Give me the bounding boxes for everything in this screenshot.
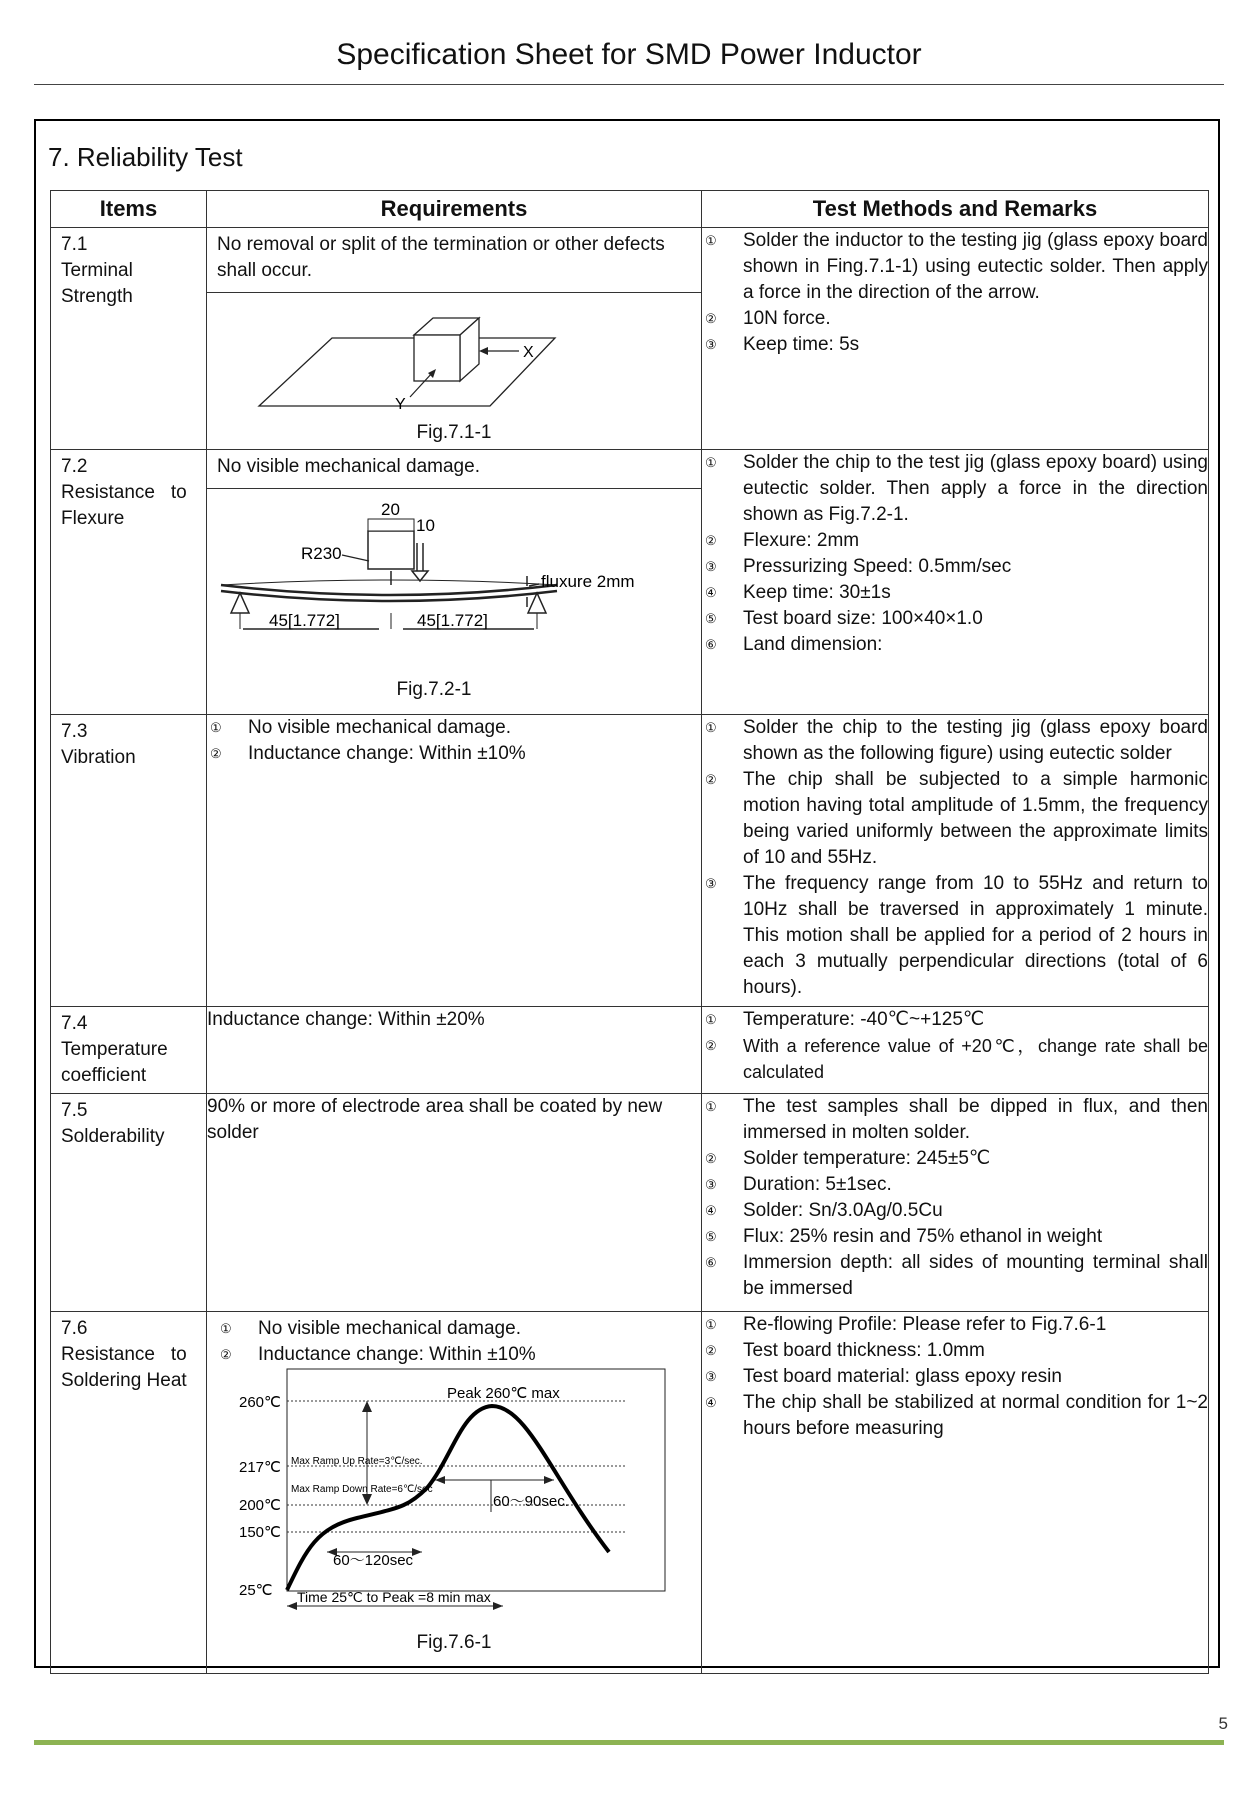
item-name: Temperature	[61, 1039, 168, 1060]
method-item: ⑤ Test board size: 100×40×1.0	[705, 608, 983, 629]
figure-caption: Fig.7.1-1	[416, 422, 492, 443]
reflow-profile-diagram	[207, 1368, 700, 1630]
page-number: 5	[1218, 1714, 1228, 1733]
requirement-cell	[207, 1094, 702, 1312]
item-name: Resistance to	[61, 482, 187, 503]
table-row-7-4	[51, 1007, 1209, 1094]
method-item: ③ Duration: 5±1sec.	[705, 1174, 892, 1195]
item-cell	[51, 1007, 207, 1094]
item-name: Terminal	[61, 260, 133, 281]
methods-cell	[702, 450, 1209, 715]
column-header-methods: Test Methods and Remarks	[702, 191, 1209, 228]
requirement-cell	[207, 1312, 702, 1674]
table-header-row	[51, 191, 1209, 228]
requirement-cell	[207, 1007, 702, 1094]
requirement-text: No visible mechanical damage.	[207, 450, 701, 489]
ramp-down-label: Max Ramp Down Rate=6℃/sec	[291, 1484, 433, 1495]
item-cell	[51, 450, 207, 715]
methods-cell	[702, 1094, 1209, 1312]
requirement-item: ① No visible mechanical damage.	[220, 1318, 521, 1339]
reliability-test-table	[50, 190, 1209, 1674]
item-cell	[51, 1312, 207, 1674]
span-label: 45[1.772]	[269, 611, 340, 630]
method-item: ① Temperature: -40℃~+125℃	[705, 1009, 985, 1030]
requirement-item: ② Inductance change: Within ±10%	[210, 743, 526, 764]
method-item: ① Solder the chip to the testing jig (glass epoxy board shown as the following figure) using eutectic solder	[705, 717, 1208, 764]
flexure-test-diagram	[207, 489, 700, 659]
method-item: ② 10N force.	[705, 308, 831, 329]
requirement-text: Inductance change: Within ±20%	[207, 1009, 485, 1030]
method-item: ① Re-flowing Profile: Please refer to Fig.7.6-1	[705, 1314, 1107, 1335]
item-name: Solderability	[61, 1126, 165, 1147]
item-number: 7.4	[61, 1013, 88, 1034]
item-number: 7.1	[61, 234, 88, 255]
method-item: ③ Pressurizing Speed: 0.5mm/sec	[705, 556, 1012, 577]
table-row-7-6	[51, 1312, 1209, 1674]
preheat-label: 60～120sec	[333, 1552, 414, 1569]
method-item: ② Test board thickness: 1.0mm	[705, 1340, 985, 1361]
method-item: ③ Keep time: 5s	[705, 334, 860, 355]
figure-7-2-1	[207, 489, 701, 707]
figure-7-1-1	[207, 293, 701, 449]
temp-label-260: 260℃	[239, 1394, 281, 1411]
column-header-items: Items	[51, 191, 207, 228]
method-item: ② Flexure: 2mm	[705, 530, 860, 551]
requirement-cell	[207, 715, 702, 1007]
section-heading: 7. Reliability Test	[48, 142, 243, 172]
figure-caption: Fig.7.6-1	[416, 1632, 492, 1653]
dim-label: 10	[416, 516, 435, 535]
item-cell	[51, 228, 207, 450]
span-label: 45[1.772]	[417, 611, 488, 630]
temp-label-200: 200℃	[239, 1497, 281, 1514]
method-item: ① Solder the chip to the test jig (glass epoxy board) using eutectic solder. Then apply a force in the direction shown as Fig.7.2-1.	[705, 452, 1208, 525]
requirement-text: No removal or split of the termination or other defects shall occur.	[207, 228, 701, 293]
method-item: ④ Keep time: 30±1s	[705, 582, 891, 603]
method-item: ② Solder temperature: 245±5℃	[705, 1148, 991, 1169]
methods-cell	[702, 715, 1209, 1007]
dim-label: 20	[381, 500, 400, 519]
title-rule	[34, 84, 1224, 85]
item-number: 7.5	[61, 1100, 88, 1121]
method-item: ① Solder the inductor to the testing jig (glass epoxy board shown in Fing.7.1-1) using eutectic solder. Then apply a force in the direction of the arrow.	[705, 230, 1208, 303]
item-name: coefficient	[61, 1065, 147, 1086]
item-number: 7.6	[61, 1318, 88, 1339]
method-item: ① The test samples shall be dipped in flux, and then immersed in molten solder.	[705, 1096, 1208, 1143]
terminal-strength-diagram	[207, 293, 700, 421]
method-item: ⑥ Immersion depth: all sides of mounting terminal shall be immersed	[705, 1252, 1208, 1299]
item-name: Vibration	[61, 747, 136, 768]
method-item: ② With a reference value of +20℃，change rate shall be calculated	[705, 1036, 1208, 1082]
peak-label: Peak 260℃ max	[447, 1385, 560, 1402]
requirement-list	[207, 1312, 701, 1368]
radius-label: R230	[301, 544, 342, 563]
method-item: ⑤ Flux: 25% resin and 75% ethanol in weight	[705, 1226, 1103, 1247]
requirement-item: ① No visible mechanical damage.	[210, 717, 511, 738]
item-number: 7.2	[61, 456, 88, 477]
item-number: 7.3	[61, 721, 88, 742]
flexure-label: fluxure 2mm	[541, 572, 635, 591]
method-item: ④ The chip shall be stabilized at normal condition for 1~2 hours before measuring	[705, 1392, 1208, 1439]
item-cell	[51, 1094, 207, 1312]
method-item: ② The chip shall be subjected to a simple harmonic motion having total amplitude of 1.5mm, the frequency being varied uniformly between the approximate limits of 10 and 55Hz.	[705, 769, 1208, 868]
item-cell	[51, 715, 207, 1007]
method-item: ③ Test board material: glass epoxy resin	[705, 1366, 1062, 1387]
figure-caption: Fig.7.2-1	[396, 679, 472, 700]
method-item: ③ The frequency range from 10 to 55Hz and return to 10Hz shall be traversed in approximately 1 minute. This motion shall be applied for a period of 2 hours in each 3 mutually perpendicular directions (total of 6 hours).	[705, 873, 1208, 998]
axis-y-label: Y	[395, 396, 406, 413]
axis-x-label: X	[523, 344, 534, 361]
requirement-item: ② Inductance change: Within ±10%	[220, 1344, 536, 1365]
table-row-7-5	[51, 1094, 1209, 1312]
methods-cell	[702, 228, 1209, 450]
methods-cell	[702, 1312, 1209, 1674]
item-name: Strength	[61, 286, 133, 307]
column-header-requirements: Requirements	[207, 191, 702, 228]
item-name: Flexure	[61, 508, 125, 529]
item-name: Resistance to	[61, 1344, 187, 1365]
temp-label-217: 217℃	[239, 1459, 281, 1476]
table-row-7-1	[51, 228, 1209, 450]
table-row-7-2	[51, 450, 1209, 715]
method-item: ④ Solder: Sn/3.0Ag/0.5Cu	[705, 1200, 943, 1221]
requirement-text: 90% or more of electrode area shall be coated by new solder	[207, 1096, 663, 1143]
methods-cell	[702, 1007, 1209, 1094]
item-name: Soldering Heat	[61, 1370, 187, 1391]
temp-label-25: 25℃	[239, 1582, 273, 1599]
time-above-217-label: 60～90sec.	[493, 1493, 569, 1510]
method-item: ⑥ Land dimension:	[705, 634, 883, 655]
table-row-7-3	[51, 715, 1209, 1007]
temp-label-150: 150℃	[239, 1524, 281, 1541]
footer-accent-bar	[34, 1740, 1224, 1745]
time-to-peak-label: Time 25℃ to Peak =8 min max	[297, 1589, 491, 1605]
ramp-up-label: Max Ramp Up Rate=3℃/sec.	[291, 1456, 423, 1467]
requirement-cell	[207, 450, 702, 715]
requirement-cell	[207, 228, 702, 450]
page-title: Specification Sheet for SMD Power Inductor	[336, 38, 922, 71]
figure-7-6-1	[207, 1368, 701, 1668]
